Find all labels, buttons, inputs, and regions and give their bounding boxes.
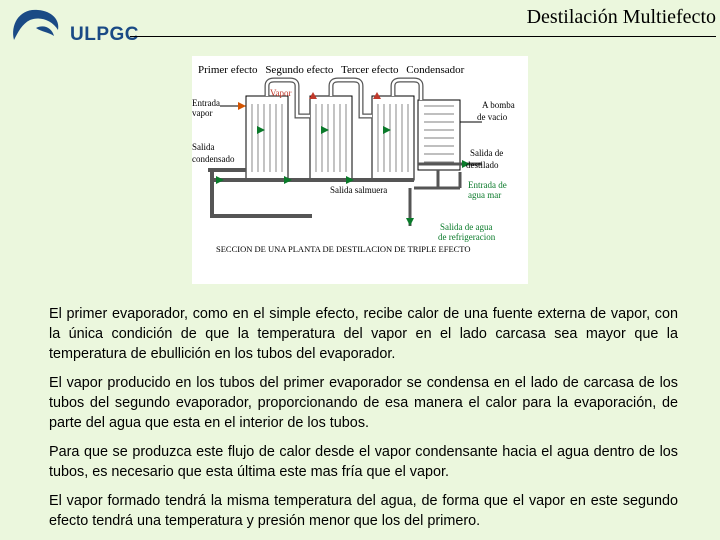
- label-salida-salmuera: Salida salmuera: [330, 185, 388, 195]
- label-entrada-agua-mar-2: agua mar: [468, 190, 502, 200]
- label-salida-refrigeracion-2: de refrigeracion: [438, 232, 496, 242]
- slide-title: Destilación Multiefecto: [526, 6, 716, 28]
- effect-label-first: Primer efecto: [198, 64, 258, 76]
- label-entrada-vapor-2: vapor: [192, 108, 213, 118]
- title-divider: [130, 36, 716, 37]
- vessel-condenser: [418, 100, 460, 170]
- steam-in-arrow: [238, 102, 246, 110]
- effect-label-condenser: Condensador: [406, 64, 465, 76]
- diagram-caption: SECCION DE UNA PLANTA DE DESTILACION DE TRIPLE EFECTO: [216, 244, 471, 254]
- paragraph-4: El vapor formado tendrá la misma temperatura del agua, de forma que el vapor en este segundo efecto tendrá una temperatura y presión menor que los del primero.: [49, 493, 678, 529]
- label-vapor: Vapor: [270, 88, 292, 98]
- paragraph-1: El primer evaporador, como en el simple efecto, recibe calor de una fuente externa de vapor, con la única condición de que la temperatura del vapor en el lado carcasa sea mayor que la temperatura de ebullición en los tubos del evaporador.: [49, 306, 678, 362]
- label-salida-condensado-2: condensado: [192, 154, 235, 164]
- label-bomba-vacio-1: A bomba: [482, 100, 515, 110]
- effect-label-second: Segundo efecto: [265, 64, 334, 76]
- distillation-diagram: [192, 56, 528, 284]
- label-salida-refrigeracion-1: Salida de agua: [440, 222, 493, 232]
- body-text: [49, 304, 678, 540]
- label-entrada-agua-mar-1: Entrada de: [468, 180, 507, 190]
- label-salida-destilado-1: Salida de: [470, 148, 504, 158]
- paragraph-2: El vapor producido en los tubos del primer evaporador se condensa en el lado de carcasa de los tubos del segundo evaporador, proporcionando de esa manera el calor para la evaporación, de parte del agua que esta en el interior de los tubos.: [49, 375, 678, 431]
- label-salida-destilado-2: destilado: [466, 160, 499, 170]
- label-entrada-vapor-1: Entrada: [192, 98, 220, 108]
- ulpgc-logo: [6, 2, 139, 50]
- effects-header: [198, 64, 469, 76]
- paragraph-3: Para que se produzca este flujo de calor desde el vapor condensante hacia el agua dentro de los tubos, es necesario que esta última este mas fría que el vapor.: [49, 444, 678, 480]
- effect-label-third: Tercer efecto: [341, 64, 399, 76]
- logo-text: ULPGC: [70, 24, 139, 45]
- label-bomba-vacio-2: de vacio: [477, 112, 508, 122]
- ulpgc-logo-icon: [6, 2, 66, 50]
- label-salida-condensado-1: Salida: [192, 142, 215, 152]
